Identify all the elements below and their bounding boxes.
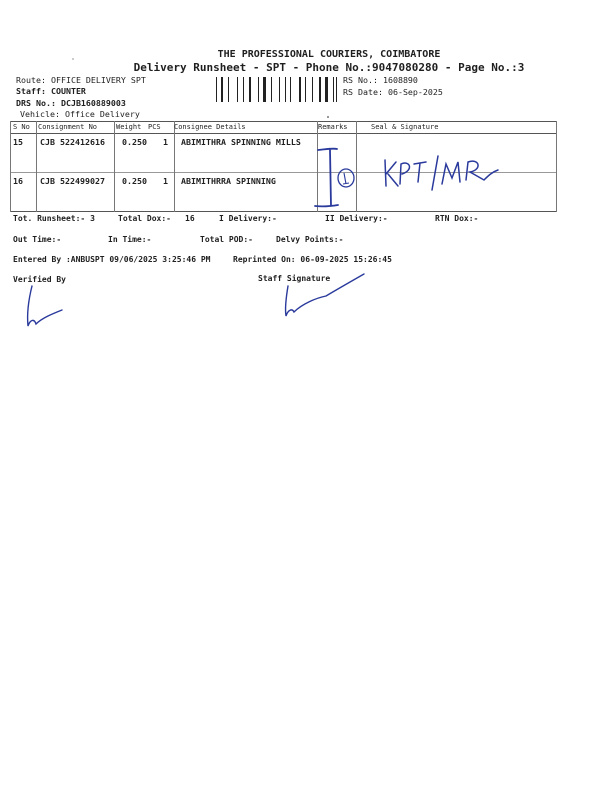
- table-top-border: [10, 121, 556, 122]
- barcode-bar: [237, 77, 238, 102]
- company-title: THE PROFESSIONAL COURIERS, COIMBATORE: [217, 49, 441, 60]
- barcode-bar: [249, 77, 251, 102]
- staff-signature-label: Staff Signature: [258, 274, 331, 283]
- barcode-bar: [285, 77, 286, 102]
- barcode-bar: [258, 77, 259, 102]
- in-time: In Time:-: [108, 235, 152, 244]
- row1-consignment: CJB 522412616: [40, 137, 105, 147]
- row1-pcs: 1: [163, 137, 168, 147]
- barcode-bar: [226, 77, 227, 102]
- verified-by-label: Verified By: [13, 275, 66, 284]
- tot-runsheet: Tot. Runsheet:- 3: [13, 214, 95, 223]
- row1-weight: 0.250: [122, 137, 147, 147]
- header-consignment: Consignment No: [38, 123, 98, 131]
- delvy-points: Delvy Points:-: [276, 235, 344, 244]
- row1-consignee: ABIMITHRA SPINNING MILLS: [181, 137, 301, 147]
- staff-label: Staff: COUNTER: [16, 86, 86, 96]
- barcode-bar: [260, 77, 261, 102]
- barcode-bar: [279, 77, 280, 102]
- header-remarks: Remarks: [318, 123, 348, 131]
- barcode-bar: [312, 77, 313, 102]
- header-weight: Weight: [116, 123, 142, 131]
- barcode-bar: [216, 77, 217, 102]
- total-dox-label: Total Dox:-: [118, 214, 171, 223]
- barcode-bar: [315, 77, 316, 102]
- barcode-bar: [309, 77, 311, 102]
- barcode-bar: [336, 77, 337, 102]
- table-bottom-border: [10, 211, 556, 212]
- col-divider: [114, 121, 115, 212]
- barcode-bar: [228, 77, 229, 102]
- header-consignee: Consignee Details: [174, 123, 246, 131]
- total-dox-value: 16: [185, 214, 195, 223]
- entered-by: Entered By :ANBUSPT 09/06/2025 3:25:46 PM: [13, 255, 211, 264]
- total-pod: Total POD:-: [200, 235, 253, 244]
- barcode-image: [216, 77, 338, 102]
- barcode-bar: [290, 77, 291, 102]
- rtn-dox: RTN Dox:-: [435, 214, 479, 223]
- verified-signature: [20, 282, 70, 332]
- seal-handwriting: [380, 150, 500, 195]
- out-time: Out Time:-: [13, 235, 62, 244]
- staff-signature: [280, 270, 370, 322]
- barcode-bar: [305, 77, 306, 102]
- table-header-border: [10, 133, 556, 134]
- barcode-bar: [331, 77, 332, 102]
- ii-delivery: II Delivery:-: [325, 214, 388, 223]
- speck: [72, 58, 74, 60]
- runsheet-subtitle: Delivery Runsheet - SPT - Phone No.:9047080280 - Page No.:3: [133, 61, 525, 74]
- barcode-bar: [293, 77, 296, 102]
- reprinted-on: Reprinted On: 06-09-2025 15:26:45: [233, 255, 392, 264]
- barcode-bar: [243, 77, 244, 102]
- row2-pcs: 1: [163, 176, 168, 186]
- row2-consignment: CJB 522499027: [40, 176, 105, 186]
- barcode-bar: [299, 77, 301, 102]
- barcode-bar: [325, 77, 328, 102]
- barcode-bar: [319, 77, 321, 102]
- col-divider: [36, 121, 37, 212]
- row2-weight: 0.250: [122, 176, 147, 186]
- barcode-bar: [274, 77, 276, 102]
- barcode-bar: [221, 77, 223, 102]
- col-divider: [556, 121, 557, 212]
- barcode-bar: [231, 77, 234, 102]
- row1-sno: 15: [13, 137, 23, 147]
- col-divider: [174, 121, 175, 212]
- barcode-bar: [239, 77, 241, 102]
- header-sno: S No: [13, 123, 30, 131]
- barcode-bar: [322, 77, 323, 102]
- speck: [327, 116, 329, 118]
- rs-number: RS No.: 1608890: [343, 75, 418, 85]
- rs-date: RS Date: 06-Sep-2025: [343, 87, 443, 97]
- route-label: Route: OFFICE DELIVERY SPT: [16, 75, 146, 85]
- remarks-bracket-mark: [300, 140, 360, 212]
- vehicle-label: Vehicle: Office Delivery: [20, 109, 140, 119]
- barcode-bar: [247, 77, 248, 102]
- header-pcs: PCS: [148, 123, 161, 131]
- header-seal: Seal & Signature: [371, 123, 439, 131]
- col-divider: [10, 121, 11, 212]
- barcode-bar: [218, 77, 219, 102]
- row2-consignee: ABIMITHRRA SPINNING: [181, 176, 276, 186]
- barcode-bar: [333, 77, 334, 102]
- barcode-bar: [281, 77, 283, 102]
- row2-sno: 16: [13, 176, 23, 186]
- barcode-bar: [288, 77, 289, 102]
- barcode-bar: [302, 77, 303, 102]
- barcode-bar: [271, 77, 272, 102]
- i-delivery: I Delivery:-: [219, 214, 277, 223]
- drs-number: DRS No.: DCJB160889003: [16, 98, 126, 108]
- barcode-bar: [269, 77, 270, 102]
- barcode-bar: [263, 77, 266, 102]
- barcode-bar: [253, 77, 255, 102]
